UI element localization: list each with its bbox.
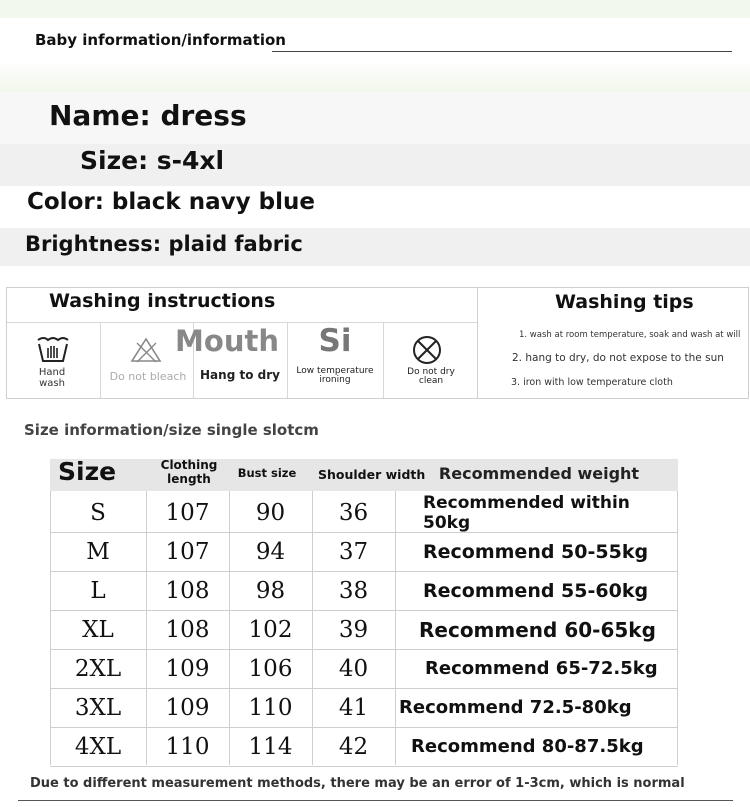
size-cell: 4XL (74, 733, 122, 760)
weight-cell: Recommended within 50kg (423, 492, 630, 533)
length-cell: 107 (165, 499, 210, 526)
no-bleach-icon (129, 336, 163, 368)
shoulder-cell: 38 (338, 577, 369, 604)
shoulder-cell: 36 (338, 499, 369, 526)
green-band (0, 62, 750, 92)
product-size: Size: s-4xl (80, 146, 225, 175)
size-cell: 2XL (74, 655, 122, 682)
bust-cell: 106 (248, 655, 293, 682)
hand-wash-label: Hand (38, 367, 66, 378)
measurement-note: Due to different measurement methods, there may be an error of 1-3cm, which is normal (30, 776, 685, 791)
weight-cell: Recommend 80-87.5kg (411, 736, 644, 757)
table-row (50, 688, 678, 728)
length-cell: 109 (165, 655, 210, 682)
no-dry-clean-label: Do not dry (407, 367, 455, 377)
table-row (50, 610, 678, 650)
weight-cell: Recommend 65-72.5kg (425, 658, 658, 679)
size-cell: XL (82, 616, 114, 643)
header-length: Clothing (160, 458, 218, 472)
bust-cell: 90 (255, 499, 286, 526)
bust-cell: 114 (248, 733, 293, 760)
low-temp-label-2: ironing (319, 375, 351, 386)
product-name: Name: dress (49, 99, 247, 132)
weight-cell: Recommend 50-55kg (423, 540, 649, 563)
header-weight: Recommended weight (438, 464, 640, 483)
washing-tip-3: 3. iron with low temperature cloth (511, 377, 673, 388)
header-shoulder: Shoulder width (318, 467, 426, 482)
size-cell: L (90, 577, 106, 604)
icons-top-rule (7, 322, 477, 323)
shoulder-cell: 39 (338, 616, 369, 643)
bust-cell: 98 (255, 577, 286, 604)
header-size: Size (58, 457, 117, 486)
no-dry-clean-icon (411, 334, 443, 370)
table-row (50, 571, 678, 611)
weight-cell: Recommend 72.5-80kg (399, 697, 632, 718)
washing-tips-title: Washing tips (555, 291, 694, 313)
hang-dry-label: Hang to dry (200, 368, 280, 382)
length-cell: 109 (165, 694, 210, 721)
washing-panel (6, 287, 749, 399)
icon-divider (100, 322, 101, 398)
bust-cell: 110 (248, 694, 293, 721)
length-cell: 108 (165, 577, 210, 604)
shoulder-cell: 37 (338, 538, 369, 565)
footer-divider (18, 800, 733, 801)
header-length-2: length (167, 471, 211, 486)
shoulder-cell: 42 (338, 733, 369, 760)
bust-cell: 94 (255, 538, 286, 565)
shoulder-cell: 41 (338, 694, 369, 721)
washing-tip-2: 2. hang to dry, do not expose to the sun (512, 352, 724, 364)
table-row (50, 649, 678, 689)
bust-cell: 102 (248, 616, 293, 643)
no-dry-clean-label-2: clean (418, 376, 444, 387)
table-row (50, 532, 678, 572)
size-cell: 3XL (74, 694, 122, 721)
mouth-text: Mouth (175, 324, 279, 358)
hand-wash-label-2: wash (39, 377, 65, 389)
no-bleach-label: Do not bleach (109, 370, 187, 383)
weight-cell: Recommend 55-60kg (423, 579, 649, 602)
section-title: Baby information/information (35, 31, 286, 49)
si-text: Si (318, 323, 352, 359)
header-bust: Bust size (237, 466, 297, 480)
length-cell: 110 (165, 733, 210, 760)
table-row (50, 493, 678, 533)
header-divider (272, 51, 732, 52)
washing-instructions-title: Washing instructions (49, 290, 276, 312)
length-cell: 107 (165, 538, 210, 565)
hand-wash-icon (35, 334, 71, 368)
size-caption: Size information/size single slotcm (24, 421, 319, 439)
top-band (0, 0, 750, 18)
table-header (50, 459, 678, 491)
length-cell: 108 (165, 616, 210, 643)
weight-cell: Recommend 60-65kg (419, 617, 656, 642)
shoulder-cell: 40 (338, 655, 369, 682)
low-temp-label: Low temperature (296, 366, 374, 376)
table-row (50, 727, 678, 767)
size-table (50, 459, 678, 765)
size-cell: S (90, 499, 106, 526)
product-fabric: Brightness: plaid fabric (25, 232, 303, 256)
washing-tip-1: 1. wash at room temperature, soak and wash at will (519, 330, 741, 340)
product-color: Color: black navy blue (27, 189, 315, 215)
size-cell: M (86, 538, 110, 565)
